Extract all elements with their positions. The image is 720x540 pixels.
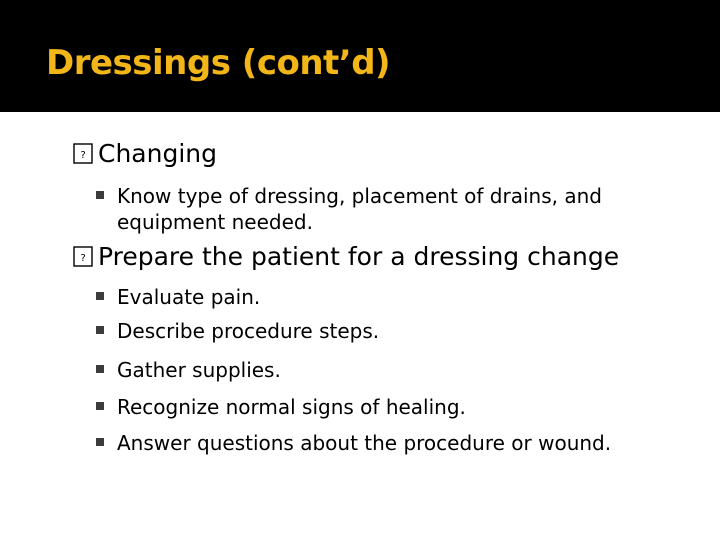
missing-glyph-box-icon xyxy=(72,246,98,268)
slide-title: Dressings (cont’d) xyxy=(46,43,391,83)
sub-bullet-label: Recognize normal signs of healing. xyxy=(117,395,466,419)
bullet-item-changing xyxy=(72,139,217,169)
svg-text:?: ? xyxy=(79,150,87,161)
square-bullet-icon xyxy=(96,365,104,373)
square-bullet-icon xyxy=(96,191,104,199)
sub-bullet-label: Answer questions about the procedure or wound. xyxy=(117,431,612,455)
bullet-item-prepare-patient xyxy=(72,242,619,272)
sub-bullet-item xyxy=(96,394,656,420)
bullet-label: Changing xyxy=(98,139,217,168)
svg-text:?: ? xyxy=(79,253,87,264)
sub-bullet-item xyxy=(96,430,656,456)
sub-bullet-label: Describe procedure steps. xyxy=(117,319,380,343)
sub-bullet-item xyxy=(96,284,656,310)
square-bullet-icon xyxy=(96,402,104,410)
sub-bullet-item xyxy=(96,318,656,344)
sub-bullet-item xyxy=(96,357,656,383)
sub-bullet-label: Know type of dressing, placement of drains, and equipment needed. xyxy=(117,184,602,234)
bullet-label: Prepare the patient for a dressing change xyxy=(98,242,620,271)
sub-bullet-label: Evaluate pain. xyxy=(117,285,261,309)
square-bullet-icon xyxy=(96,292,104,300)
square-bullet-icon xyxy=(96,326,104,334)
sub-bullet-item xyxy=(96,183,656,235)
sub-bullet-label: Gather supplies. xyxy=(117,358,281,382)
square-bullet-icon xyxy=(96,438,104,446)
missing-glyph-box-icon xyxy=(72,143,98,165)
